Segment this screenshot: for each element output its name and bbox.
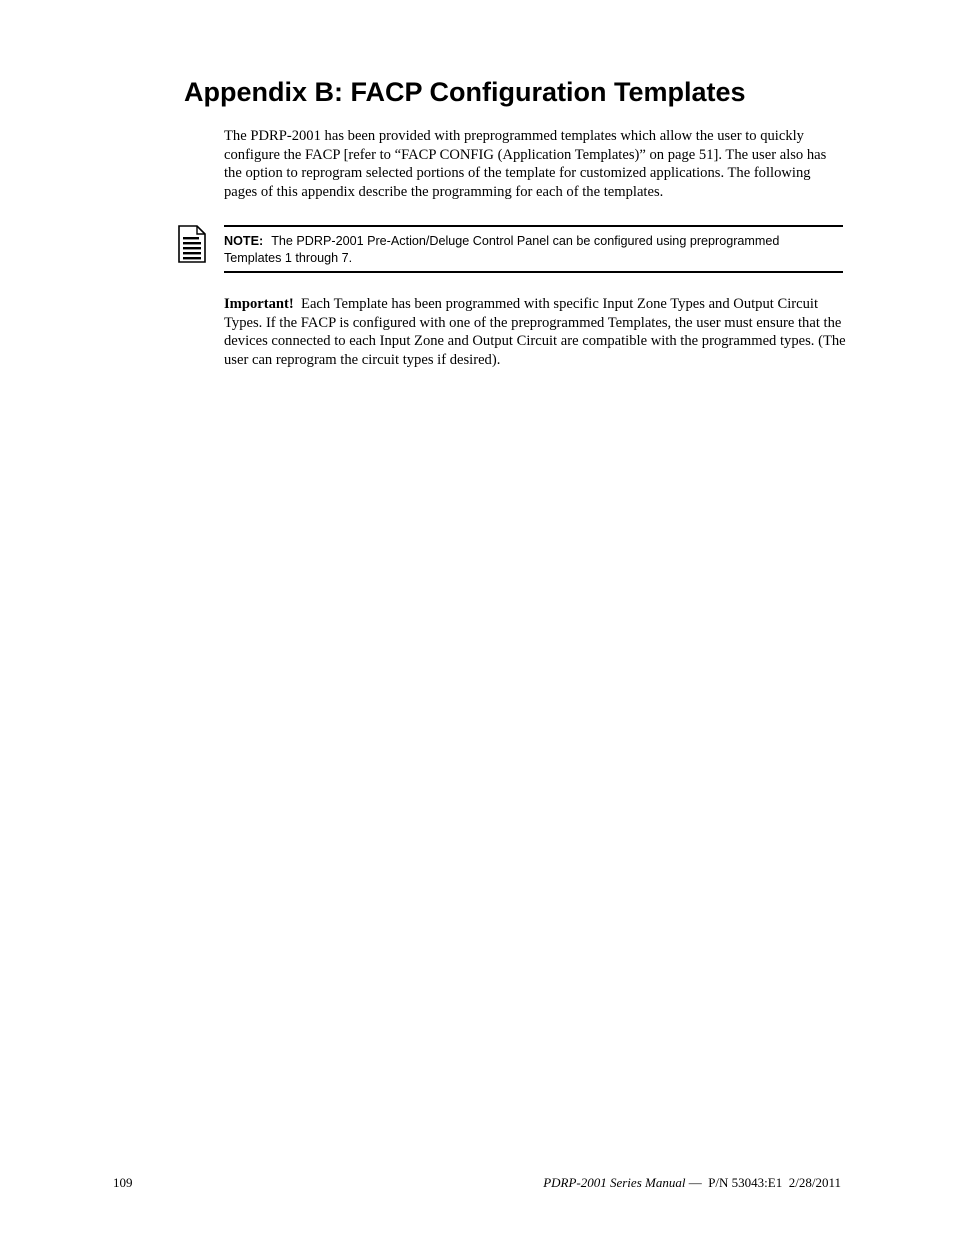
note-text (224, 233, 824, 267)
footer-date: 2/28/2011 (788, 1175, 841, 1190)
footer-page-number: 109 (113, 1175, 133, 1190)
footer-separator: — (688, 1175, 702, 1190)
footer-part-number: P/N 53043:E1 (708, 1175, 783, 1190)
page-title: Appendix B: FACP Configuration Templates (184, 77, 746, 107)
footer-manual-title: PDRP-2001 Series Manual (543, 1175, 686, 1190)
note-box (224, 225, 843, 273)
intro-paragraph: The PDRP-2001 has been provided with preprogrammed templates which allow the user to quickly configure the FACP [refer to “FACP CONFIG (Application Templates)” on page 51]. The user also has the option to reprogram selected portions of the template for customized applications. The following pages of this appendix describe the programming for each of the templates. (224, 128, 827, 200)
note-label: NOTE: (224, 234, 264, 248)
note-body: The PDRP-2001 Pre-Action/Deluge Control Panel can be configured using preprogrammed Templates 1 through 7. (224, 234, 780, 265)
important-paragraph (224, 295, 846, 369)
footer-manual-info (543, 1175, 841, 1191)
important-label: Important! (224, 296, 294, 312)
important-body: Each Template has been programmed with specific Input Zone Types and Output Circuit Types. If the FACP is configured with one of the preprogrammed Templates, the user must ensure that the devices connected to each Input Zone and Output Circuit are compatible with the programmed types. (The user can reprogram the circuit types if desired). (224, 296, 846, 368)
note-document-icon (178, 225, 206, 263)
